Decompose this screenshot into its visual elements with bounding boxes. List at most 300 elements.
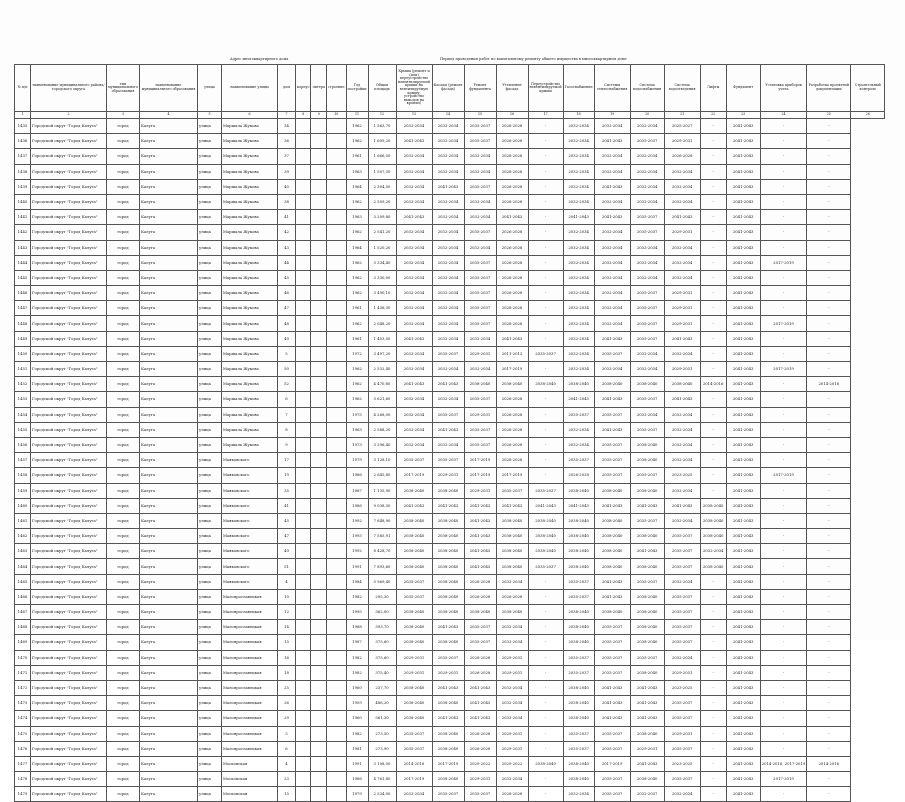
work-period-cell: 2026-2028 xyxy=(496,134,528,149)
street-name: Малоярославецкая xyxy=(221,635,277,650)
table-row xyxy=(15,210,885,225)
work-period-cell: 2041-2043 xyxy=(726,711,760,726)
district-name: Городской округ "Город Калуга" xyxy=(31,346,107,361)
work-period-cell: 2041-2043 xyxy=(432,422,464,437)
col-header: наименование муниципального образования xyxy=(139,65,197,112)
work-period-cell: - xyxy=(528,437,563,452)
work-period-cell: - xyxy=(528,164,563,179)
street-name: Московская xyxy=(221,772,277,787)
work-period-cell: - xyxy=(760,498,807,513)
building-cell xyxy=(295,650,311,665)
letter-cell xyxy=(311,620,327,635)
table-row xyxy=(15,240,885,255)
total-area: 273,50 xyxy=(368,726,396,741)
work-period-cell: 2038-2040 xyxy=(700,498,726,513)
building-cell xyxy=(295,574,311,589)
house-number: 8 xyxy=(277,422,295,437)
work-period-cell: 2041-2043 xyxy=(464,711,496,726)
column-number: 22 xyxy=(700,112,726,119)
work-period-cell: - xyxy=(760,589,807,604)
column-number: 12 xyxy=(368,112,396,119)
work-period-cell: - xyxy=(807,194,851,209)
work-period-cell: 2029-2031 xyxy=(464,407,496,422)
work-period-cell: 2014-2016 xyxy=(700,377,726,392)
work-period-cell: 2029-2031 xyxy=(496,726,528,741)
work-period-cell: 2026-2028 xyxy=(464,574,496,589)
structure-cell xyxy=(326,665,346,680)
structure-cell xyxy=(326,756,346,771)
work-period-cell: - xyxy=(528,605,563,620)
col-header: Утепление фасада xyxy=(496,65,528,112)
work-period-cell: 2035-2037 xyxy=(464,119,496,134)
column-number: 21 xyxy=(664,112,700,119)
street-name: Маршала Жукова xyxy=(221,270,277,285)
table-row xyxy=(15,270,885,285)
col-header: Разработка проектной документации xyxy=(807,65,851,112)
building-cell xyxy=(295,559,311,574)
work-period-cell: 2032-2034 xyxy=(594,301,630,316)
work-period-cell: - xyxy=(760,225,807,240)
work-period-cell: 2038-2040 xyxy=(563,559,594,574)
row-number: 1449 xyxy=(15,331,31,346)
building-cell xyxy=(295,453,311,468)
work-period-cell: 2041-2043 xyxy=(464,529,496,544)
work-period-cell: 2038-2040 xyxy=(630,559,664,574)
work-period-cell: 2041-2043 xyxy=(726,240,760,255)
work-period-cell: - xyxy=(760,119,807,134)
street-type: улица xyxy=(197,529,221,544)
col-header: Фундамент xyxy=(726,65,760,112)
work-period-cell: - xyxy=(760,194,807,209)
work-period-cell: 2041-2043 xyxy=(726,164,760,179)
total-area: 3 330,00 xyxy=(368,270,396,285)
row-number: 1456 xyxy=(15,437,31,452)
work-period-cell: 2017-2019 xyxy=(496,468,528,483)
work-period-cell: 2041-2043 xyxy=(432,377,464,392)
work-period-cell: - xyxy=(760,301,807,316)
build-year: 1962 xyxy=(346,286,368,301)
municipality-type: город xyxy=(107,453,140,468)
row-number: 1448 xyxy=(15,316,31,331)
work-period-cell: - xyxy=(807,316,851,331)
total-area: 1 436,30 xyxy=(368,301,396,316)
municipality-type: город xyxy=(107,589,140,604)
municipality-name: Калуга xyxy=(139,134,197,149)
structure-cell xyxy=(326,301,346,316)
work-period-cell: 2026-2028 xyxy=(496,407,528,422)
column-number-row xyxy=(15,112,885,119)
table-row xyxy=(15,134,885,149)
work-period-cell: 2041-2043 xyxy=(726,331,760,346)
structure-cell xyxy=(326,726,346,741)
street-type: улица xyxy=(197,544,221,559)
work-period-cell: 2038-2040 xyxy=(396,513,432,528)
work-period-cell: 2035-2037 xyxy=(594,346,630,361)
work-period-cell: 2041-2043 xyxy=(563,498,594,513)
work-period-cell: - xyxy=(760,346,807,361)
house-number: 6 xyxy=(277,741,295,756)
municipality-type: город xyxy=(107,741,140,756)
table-row xyxy=(15,574,885,589)
work-period-cell: 2035-2037 xyxy=(432,407,464,422)
work-period-cell: - xyxy=(760,286,807,301)
work-period-cell: 2032-2034 xyxy=(664,346,700,361)
municipality-name: Калуга xyxy=(139,164,197,179)
row-number: 1463 xyxy=(15,544,31,559)
work-period-cell: 2041-2043 xyxy=(726,149,760,164)
work-period-cell: 2032-2034 xyxy=(594,286,630,301)
work-period-cell: - xyxy=(760,544,807,559)
work-period-cell: 2032-2034 xyxy=(630,407,664,422)
structure-cell xyxy=(326,210,346,225)
work-period-cell: 2035-2037 xyxy=(396,741,432,756)
municipality-type: город xyxy=(107,696,140,711)
work-period-cell: 2032-2034 xyxy=(630,149,664,164)
work-period-cell: - xyxy=(807,210,851,225)
letter-cell xyxy=(311,756,327,771)
total-area: 3 334,40 xyxy=(368,255,396,270)
row-number: 1461 xyxy=(15,513,31,528)
work-period-cell: 2029-2031 xyxy=(464,346,496,361)
structure-cell xyxy=(326,134,346,149)
column-number: 20 xyxy=(630,112,664,119)
total-area: 7 585,91 xyxy=(368,529,396,544)
work-period-cell: 2032-2034 xyxy=(396,270,432,285)
work-period-cell: 2032-2034 xyxy=(563,225,594,240)
house-number: 34 xyxy=(277,119,295,134)
total-area: 393,70 xyxy=(368,620,396,635)
table-row xyxy=(15,437,885,452)
building-cell xyxy=(295,407,311,422)
street-name: Маяковского xyxy=(221,544,277,559)
letter-cell xyxy=(311,605,327,620)
col-header: наименование улицы xyxy=(221,65,277,112)
work-period-cell: 2032-2034 xyxy=(664,513,700,528)
column-number: 17 xyxy=(528,112,563,119)
letter-cell xyxy=(311,407,327,422)
work-period-cell: 2038-2040 xyxy=(563,377,594,392)
district-name: Городской округ "Город Калуга" xyxy=(31,665,107,680)
work-period-cell: - xyxy=(807,468,851,483)
work-period-cell: - xyxy=(528,635,563,650)
district-name: Городской округ "Город Калуга" xyxy=(31,301,107,316)
build-year: 1964 xyxy=(346,240,368,255)
work-period-cell: 2032-2034 xyxy=(563,316,594,331)
municipality-name: Калуга xyxy=(139,696,197,711)
letter-cell xyxy=(311,437,327,452)
work-period-cell: 2017-2019 xyxy=(396,772,432,787)
letter-cell xyxy=(311,574,327,589)
structure-cell xyxy=(326,422,346,437)
work-period-cell: 2038-2040 xyxy=(630,589,664,604)
work-period-cell: - xyxy=(528,255,563,270)
work-period-cell: - xyxy=(528,225,563,240)
work-period-cell: 2041-2043 xyxy=(726,346,760,361)
municipality-type: город xyxy=(107,513,140,528)
work-period-cell: 2032-2034 xyxy=(563,437,594,452)
district-name: Городской округ "Город Калуга" xyxy=(31,362,107,377)
work-period-cell: 2035-2037 xyxy=(464,437,496,452)
municipality-name: Калуга xyxy=(139,726,197,741)
work-period-cell: - xyxy=(528,422,563,437)
structure-cell xyxy=(326,589,346,604)
work-period-cell: 2032-2034 xyxy=(396,422,432,437)
structure-cell xyxy=(326,377,346,392)
work-period-cell: 2041-2043 xyxy=(726,635,760,650)
col-header: Системы теплоснабжения xyxy=(594,65,630,112)
total-area: 2 645,80 xyxy=(368,468,396,483)
building-cell xyxy=(295,270,311,285)
total-area: 9 038,30 xyxy=(368,498,396,513)
work-period-cell: 2035-2037 xyxy=(563,741,594,756)
work-period-cell: 2032-2034 xyxy=(496,574,528,589)
total-area: 7 893,60 xyxy=(368,559,396,574)
street-type: улица xyxy=(197,119,221,134)
building-cell xyxy=(295,377,311,392)
work-period-cell: 2032-2034 xyxy=(432,286,464,301)
work-period-cell: - xyxy=(528,134,563,149)
work-period-cell: 2032-2034 xyxy=(630,119,664,134)
column-number: 14 xyxy=(432,112,464,119)
building-cell xyxy=(295,422,311,437)
municipality-name: Калуга xyxy=(139,453,197,468)
house-number: 42 xyxy=(277,225,295,240)
district-name: Городской округ "Город Калуга" xyxy=(31,635,107,650)
letter-cell xyxy=(311,377,327,392)
work-period-cell: - xyxy=(528,240,563,255)
municipality-name: Калуга xyxy=(139,210,197,225)
work-period-cell: 2038-2040 xyxy=(396,635,432,650)
house-number: 26 xyxy=(277,696,295,711)
building-cell xyxy=(295,149,311,164)
work-period-cell: 2025-2027 xyxy=(664,119,700,134)
build-year: 1962 xyxy=(346,270,368,285)
total-area: 3 128,10 xyxy=(368,453,396,468)
work-period-cell: 2038-2040 xyxy=(563,696,594,711)
work-period-cell: 2041-2043 xyxy=(726,559,760,574)
structure-cell xyxy=(326,225,346,240)
col-header: Установка приборов учета xyxy=(760,65,807,112)
letter-cell xyxy=(311,513,327,528)
structure-cell xyxy=(326,316,346,331)
work-period-cell: 2032-2034 xyxy=(563,194,594,209)
col-header: литера xyxy=(311,65,327,112)
work-period-cell: 2032-2034 xyxy=(664,255,700,270)
header-row xyxy=(15,65,885,112)
work-period-cell: 2032-2034 xyxy=(396,286,432,301)
house-number: 18 xyxy=(277,665,295,680)
table-row xyxy=(15,680,885,695)
row-number: 1454 xyxy=(15,407,31,422)
street-name: Маршала Жукова xyxy=(221,407,277,422)
building-cell xyxy=(295,605,311,620)
work-period-cell: 2017-2019 xyxy=(432,756,464,771)
table-row xyxy=(15,665,885,680)
municipality-name: Калуга xyxy=(139,513,197,528)
work-period-cell: 2035-2037 xyxy=(432,453,464,468)
work-period-cell: 2032-2034 xyxy=(432,119,464,134)
work-period-cell: - xyxy=(528,680,563,695)
work-period-cell: - xyxy=(700,346,726,361)
work-period-cell: 2035-2037 xyxy=(630,286,664,301)
work-period-cell: - xyxy=(700,270,726,285)
table-row xyxy=(15,635,885,650)
house-number: 50 xyxy=(277,362,295,377)
letter-cell xyxy=(311,255,327,270)
row-number: 1462 xyxy=(15,529,31,544)
work-period-cell: 2041-2043 xyxy=(563,392,594,407)
work-period-cell: 2041-2043 xyxy=(726,437,760,452)
building-cell xyxy=(295,711,311,726)
build-year: 1962 xyxy=(346,377,368,392)
work-period-cell: 2032-2034 xyxy=(664,483,700,498)
street-name: Малоярославецкая xyxy=(221,711,277,726)
total-area: 2 509,20 xyxy=(368,194,396,209)
municipality-name: Калуга xyxy=(139,437,197,452)
work-period-cell: 2038-2040 xyxy=(432,726,464,741)
street-type: улица xyxy=(197,149,221,164)
street-type: улица xyxy=(197,453,221,468)
work-period-cell: 2032-2034 xyxy=(432,134,464,149)
municipality-type: город xyxy=(107,756,140,771)
work-period-cell: - xyxy=(528,574,563,589)
work-period-cell: - xyxy=(807,179,851,194)
house-number: 19 xyxy=(277,468,295,483)
work-period-cell: 2032-2034 xyxy=(664,453,700,468)
work-period-cell: 2032-2034 xyxy=(664,194,700,209)
work-period-cell: 2041-2043 xyxy=(396,331,432,346)
work-period-cell: 2041-2043 xyxy=(726,270,760,285)
row-number: 1458 xyxy=(15,468,31,483)
work-period-cell: 2041-2043 xyxy=(630,544,664,559)
work-period-cell: 2041-2043 xyxy=(630,680,664,695)
structure-cell xyxy=(326,620,346,635)
work-period-cell: 2041-2043 xyxy=(726,529,760,544)
building-cell xyxy=(295,316,311,331)
street-type: улица xyxy=(197,772,221,787)
letter-cell xyxy=(311,680,327,695)
work-period-cell: - xyxy=(528,119,563,134)
municipality-type: город xyxy=(107,711,140,726)
house-number: 48 xyxy=(277,316,295,331)
work-period-cell: 2032-2034 xyxy=(432,270,464,285)
work-period-cell: - xyxy=(760,741,807,756)
work-period-cell: 2038-2040 xyxy=(496,605,528,620)
work-period-cell: 2023-2025 xyxy=(664,756,700,771)
build-year: 1982 xyxy=(346,726,368,741)
work-period-cell: 2032-2034 xyxy=(432,240,464,255)
work-period-cell: - xyxy=(700,316,726,331)
municipality-name: Калуга xyxy=(139,377,197,392)
house-number: 46 xyxy=(277,286,295,301)
build-year: 1961 xyxy=(346,301,368,316)
municipality-name: Калуга xyxy=(139,270,197,285)
work-period-cell: - xyxy=(807,437,851,452)
build-year: 1993 xyxy=(346,529,368,544)
work-period-cell: 2035-2037 xyxy=(630,225,664,240)
work-period-cell: 2038-2040 xyxy=(432,635,464,650)
municipality-type: город xyxy=(107,194,140,209)
municipality-name: Калуга xyxy=(139,468,197,483)
work-period-cell: 2032-2034 xyxy=(432,362,464,377)
work-period-cell: 2038-2040 xyxy=(528,756,563,771)
district-name: Городской округ "Город Калуга" xyxy=(31,119,107,134)
build-year: 1979 xyxy=(346,453,368,468)
municipality-name: Калуга xyxy=(139,756,197,771)
work-period-cell: - xyxy=(700,437,726,452)
row-number: 1455 xyxy=(15,422,31,437)
municipality-name: Калуга xyxy=(139,346,197,361)
work-period-cell: 2026-2028 xyxy=(496,301,528,316)
municipality-name: Калуга xyxy=(139,362,197,377)
work-period-cell: 2032-2034 xyxy=(563,119,594,134)
column-number: 8 xyxy=(295,112,311,119)
work-period-cell: 2032-2034 xyxy=(432,149,464,164)
work-period-cell: 2041-2043 xyxy=(594,331,630,346)
work-period-cell: 2032-2034 xyxy=(396,301,432,316)
work-period-cell: 2035-2037 xyxy=(664,529,700,544)
col-header: Строительный контроль xyxy=(851,65,885,112)
street-type: улица xyxy=(197,331,221,346)
letter-cell xyxy=(311,544,327,559)
structure-cell xyxy=(326,437,346,452)
work-period-cell: 2026-2028 xyxy=(496,437,528,452)
street-name: Малоярославецкая xyxy=(221,665,277,680)
table-row xyxy=(15,255,885,270)
street-name: Маршала Жукова xyxy=(221,255,277,270)
work-period-cell: 2026-2028 xyxy=(496,240,528,255)
work-period-cell: - xyxy=(700,392,726,407)
structure-cell xyxy=(326,513,346,528)
work-period-cell: 2038-2040 xyxy=(396,696,432,711)
street-type: улица xyxy=(197,422,221,437)
street-type: улица xyxy=(197,362,221,377)
street-name: Маршала Жукова xyxy=(221,194,277,209)
work-period-cell: - xyxy=(528,589,563,604)
district-name: Городской округ "Город Калуга" xyxy=(31,240,107,255)
table-row xyxy=(15,544,885,559)
municipality-type: город xyxy=(107,362,140,377)
column-number: 1 xyxy=(15,112,31,119)
work-period-cell: - xyxy=(700,665,726,680)
work-period-cell: 2035-2037 xyxy=(630,331,664,346)
letter-cell xyxy=(311,134,327,149)
municipality-type: город xyxy=(107,377,140,392)
work-period-cell: 2041-2043 xyxy=(726,255,760,270)
district-name: Городской округ "Город Калуга" xyxy=(31,468,107,483)
house-number: 25 xyxy=(277,680,295,695)
total-area: 4 268,00 xyxy=(368,407,396,422)
work-period-cell: 2032-2034 xyxy=(563,346,594,361)
work-period-cell: 2029-2031 xyxy=(432,665,464,680)
work-period-cell: - xyxy=(807,286,851,301)
work-period-cell: 2026-2028 xyxy=(496,286,528,301)
work-period-cell: 2038-2040 xyxy=(594,544,630,559)
work-period-cell: - xyxy=(807,422,851,437)
house-number: 17 xyxy=(277,453,295,468)
district-name: Городской округ "Город Калуга" xyxy=(31,210,107,225)
work-period-cell: - xyxy=(807,605,851,620)
row-number: 1451 xyxy=(15,362,31,377)
work-period-cell: - xyxy=(807,574,851,589)
work-period-cell: - xyxy=(528,286,563,301)
structure-cell xyxy=(326,164,346,179)
build-year: 1992 xyxy=(346,513,368,528)
build-year: 1964 xyxy=(346,179,368,194)
work-period-cell: 2017-2019 xyxy=(760,255,807,270)
work-period-cell: - xyxy=(807,589,851,604)
work-period-cell: - xyxy=(760,529,807,544)
